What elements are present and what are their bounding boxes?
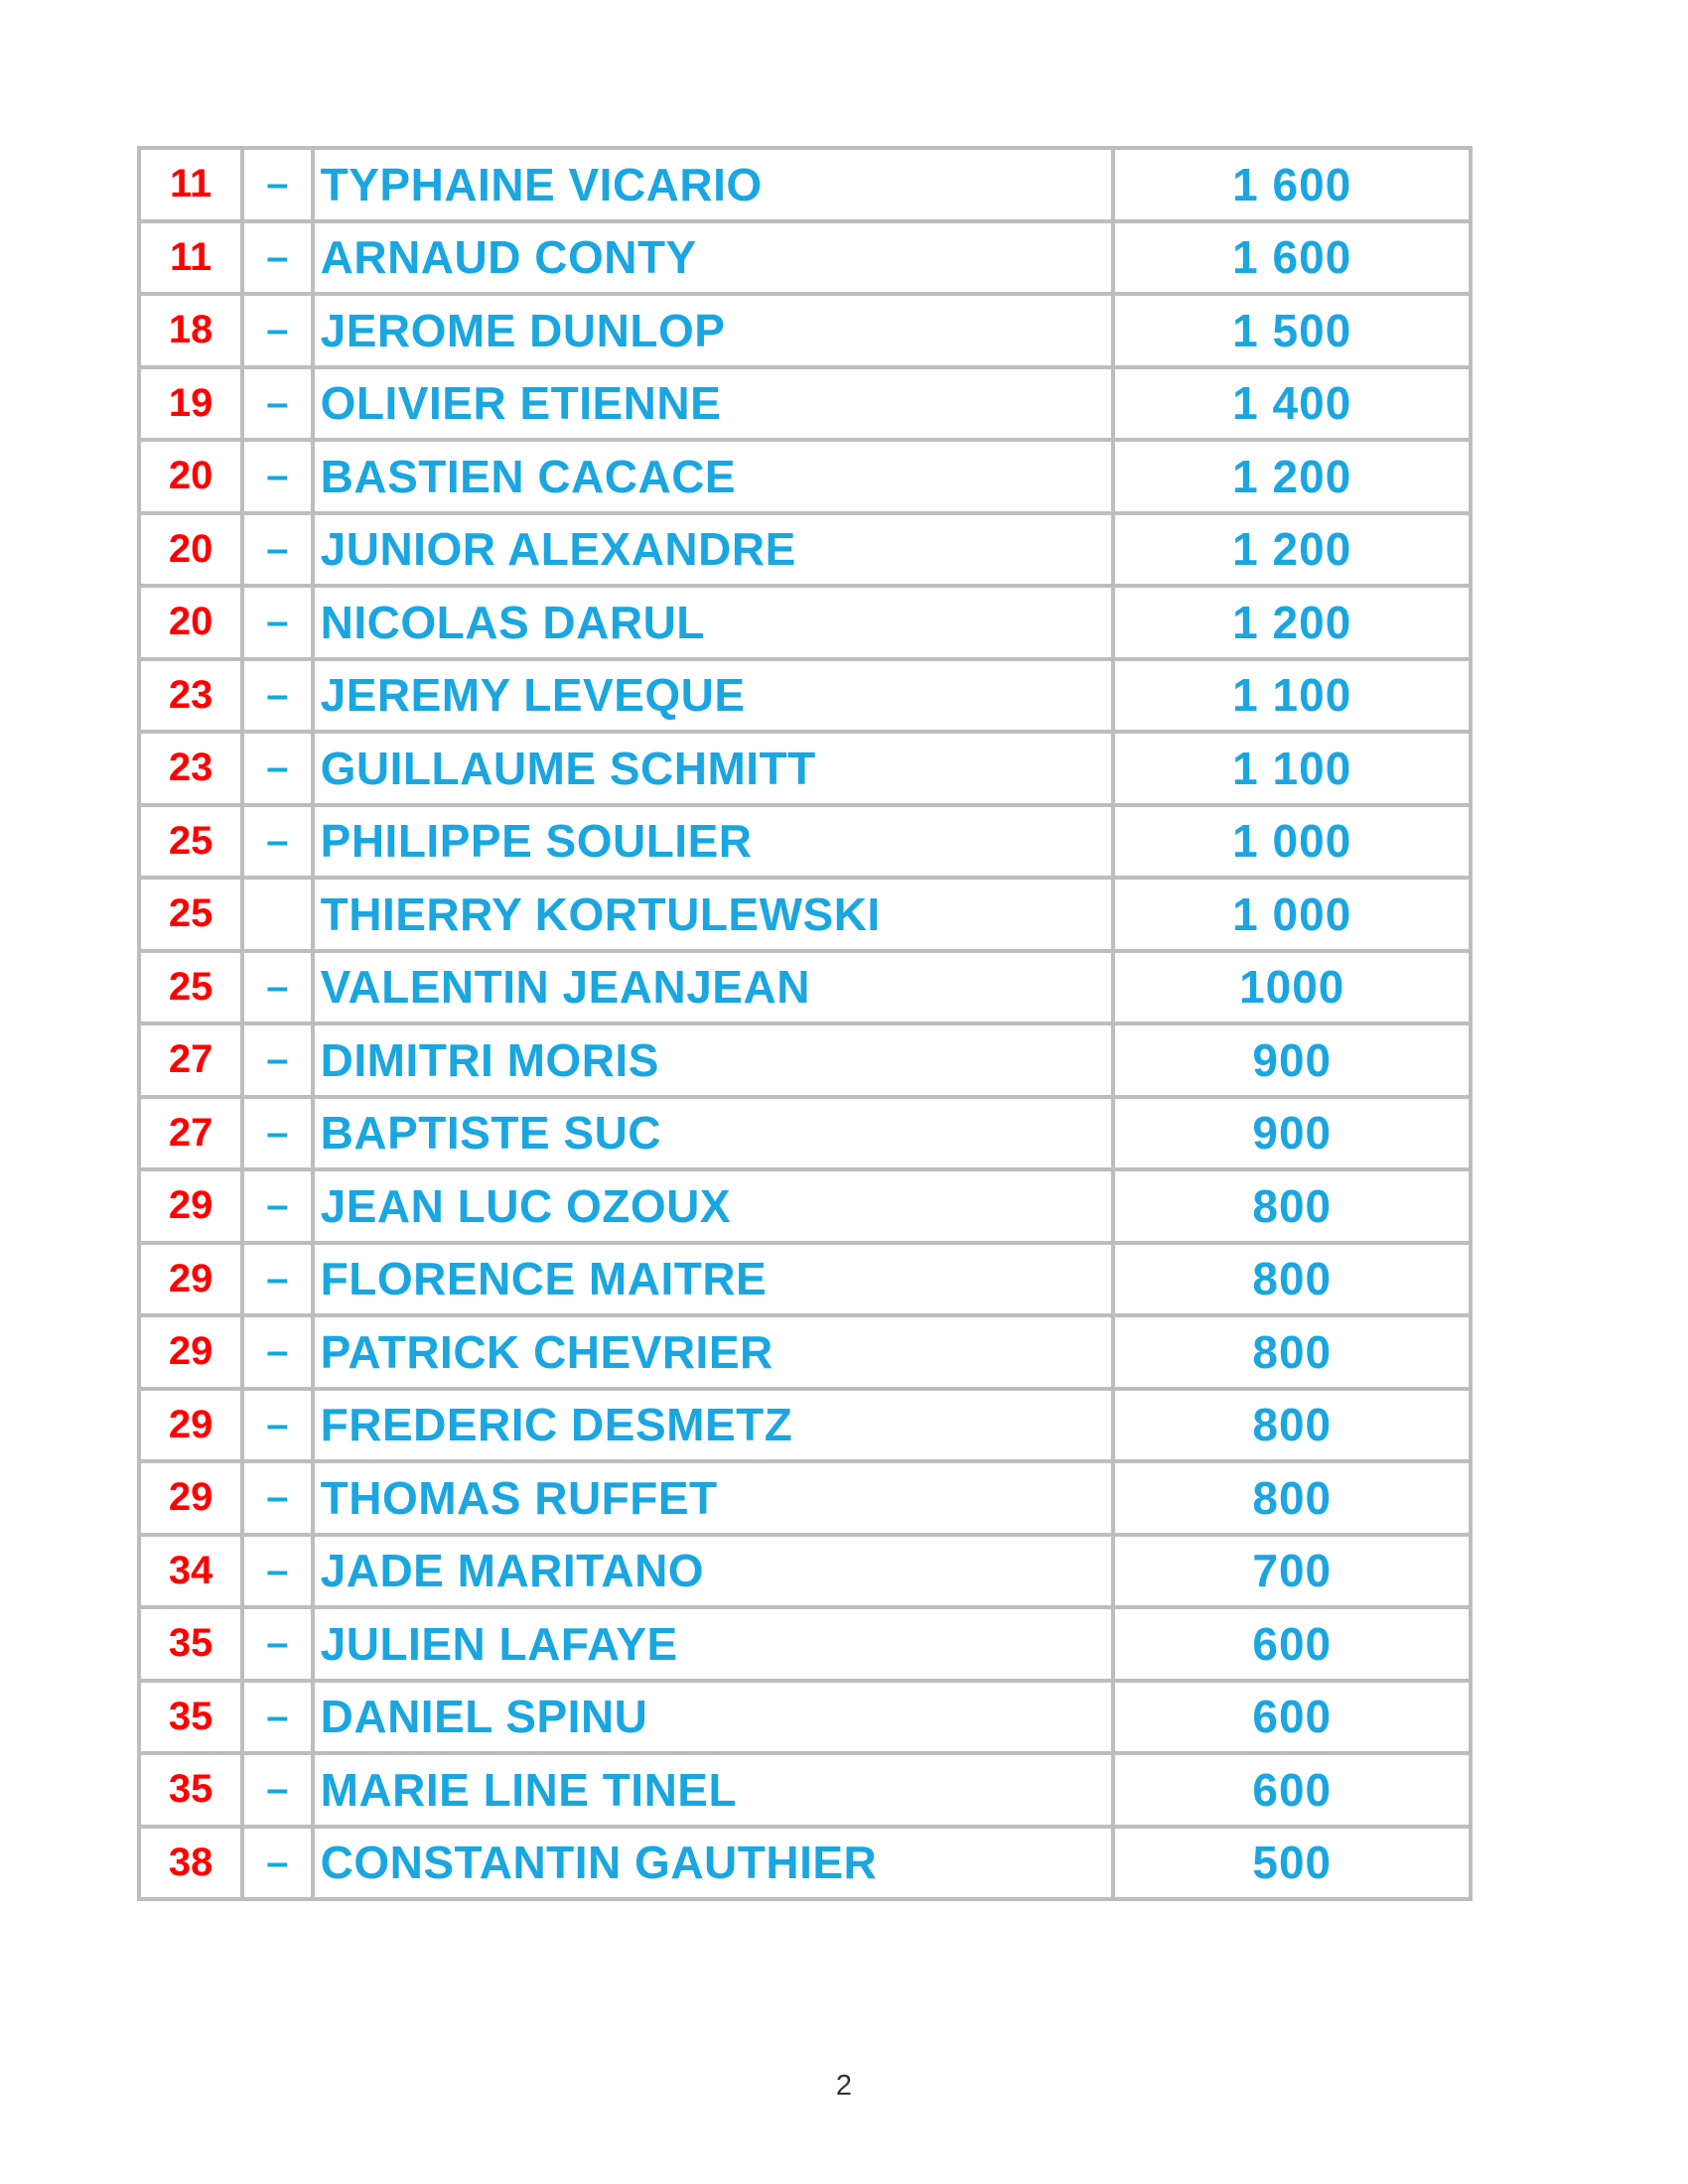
- table-row: [139, 1607, 1471, 1681]
- name-cell: JUNIOR ALEXANDRE: [313, 513, 1114, 587]
- table-row: [139, 1097, 1471, 1170]
- dash-cell: –: [242, 1169, 312, 1243]
- table-row: [139, 1389, 1471, 1462]
- name-cell: CONSTANTIN GAUTHIER: [313, 1827, 1114, 1900]
- dash-cell: –: [242, 1097, 312, 1170]
- dash-cell: –: [242, 1315, 312, 1389]
- points-cell: 1 200: [1113, 440, 1471, 513]
- table-row: [139, 1827, 1471, 1900]
- name-cell: MARIE LINE TINEL: [313, 1753, 1114, 1827]
- dash-cell: –: [242, 1827, 312, 1900]
- points-cell: 800: [1113, 1461, 1471, 1535]
- table-row: [139, 586, 1471, 659]
- dash-cell: –: [242, 659, 312, 733]
- points-cell: 800: [1113, 1389, 1471, 1462]
- rank-cell: 35: [139, 1753, 242, 1827]
- points-cell: 1 100: [1113, 659, 1471, 733]
- name-cell: BAPTISTE SUC: [313, 1097, 1114, 1170]
- table-row: [139, 878, 1471, 951]
- name-cell: JEROME DUNLOP: [313, 294, 1114, 367]
- dash-cell: –: [242, 586, 312, 659]
- dash-cell: –: [242, 1461, 312, 1535]
- rank-cell: 25: [139, 951, 242, 1024]
- points-cell: 700: [1113, 1535, 1471, 1608]
- points-cell: 1000: [1113, 951, 1471, 1024]
- table-row: [139, 513, 1471, 587]
- table-row: [139, 805, 1471, 879]
- name-cell: NICOLAS DARUL: [313, 586, 1114, 659]
- dash-cell: –: [242, 1389, 312, 1462]
- dash-cell: –: [242, 221, 312, 295]
- rank-cell: 11: [139, 148, 242, 221]
- name-cell: OLIVIER ETIENNE: [313, 367, 1114, 441]
- table-row: [139, 1461, 1471, 1535]
- dash-cell: –: [242, 1753, 312, 1827]
- points-cell: 800: [1113, 1243, 1471, 1316]
- rank-cell: 25: [139, 878, 242, 951]
- table-row: [139, 732, 1471, 805]
- dash-cell: –: [242, 1607, 312, 1681]
- dash-cell: –: [242, 367, 312, 441]
- rank-cell: 35: [139, 1607, 242, 1681]
- points-cell: 1 100: [1113, 732, 1471, 805]
- name-cell: DIMITRI MORIS: [313, 1024, 1114, 1097]
- table-row: [139, 1243, 1471, 1316]
- points-cell: 1 500: [1113, 294, 1471, 367]
- ranking-table-body: [139, 148, 1471, 1899]
- table-row: [139, 440, 1471, 513]
- name-cell: DANIEL SPINU: [313, 1681, 1114, 1754]
- rank-cell: 29: [139, 1243, 242, 1316]
- rank-cell: 38: [139, 1827, 242, 1900]
- table-row: [139, 294, 1471, 367]
- name-cell: JEREMY LEVEQUE: [313, 659, 1114, 733]
- dash-cell: –: [242, 513, 312, 587]
- name-cell: BASTIEN CACACE: [313, 440, 1114, 513]
- rank-cell: 29: [139, 1169, 242, 1243]
- name-cell: PATRICK CHEVRIER: [313, 1315, 1114, 1389]
- dash-cell: –: [242, 1243, 312, 1316]
- rank-cell: 27: [139, 1024, 242, 1097]
- points-cell: 600: [1113, 1681, 1471, 1754]
- rank-cell: 23: [139, 659, 242, 733]
- table-row: [139, 1753, 1471, 1827]
- table-row: [139, 951, 1471, 1024]
- rank-cell: 19: [139, 367, 242, 441]
- dash-cell: –: [242, 1535, 312, 1608]
- name-cell: GUILLAUME SCHMITT: [313, 732, 1114, 805]
- rank-cell: 20: [139, 586, 242, 659]
- name-cell: PHILIPPE SOULIER: [313, 805, 1114, 879]
- points-cell: 900: [1113, 1097, 1471, 1170]
- rank-cell: 23: [139, 732, 242, 805]
- points-cell: 600: [1113, 1753, 1471, 1827]
- dash-cell: –: [242, 951, 312, 1024]
- rank-cell: 20: [139, 440, 242, 513]
- rank-cell: 18: [139, 294, 242, 367]
- points-cell: 500: [1113, 1827, 1471, 1900]
- name-cell: ARNAUD CONTY: [313, 221, 1114, 295]
- name-cell: VALENTIN JEANJEAN: [313, 951, 1114, 1024]
- rank-cell: 11: [139, 221, 242, 295]
- name-cell: THOMAS RUFFET: [313, 1461, 1114, 1535]
- page-number: 2: [835, 2070, 853, 2102]
- rank-cell: 34: [139, 1535, 242, 1608]
- name-cell: THIERRY KORTULEWSKI: [313, 878, 1114, 951]
- table-row: [139, 1535, 1471, 1608]
- points-cell: 800: [1113, 1315, 1471, 1389]
- points-cell: 1 400: [1113, 367, 1471, 441]
- rank-cell: 35: [139, 1681, 242, 1754]
- table-row: [139, 1681, 1471, 1754]
- table-row: [139, 1024, 1471, 1097]
- points-cell: 900: [1113, 1024, 1471, 1097]
- rank-cell: 29: [139, 1315, 242, 1389]
- dash-cell: –: [242, 294, 312, 367]
- dash-cell: –: [242, 1681, 312, 1754]
- points-cell: 1 600: [1113, 148, 1471, 221]
- table-row: [139, 659, 1471, 733]
- name-cell: JULIEN LAFAYE: [313, 1607, 1114, 1681]
- name-cell: JEAN LUC OZOUX: [313, 1169, 1114, 1243]
- points-cell: 600: [1113, 1607, 1471, 1681]
- rank-cell: 29: [139, 1461, 242, 1535]
- name-cell: TYPHAINE VICARIO: [313, 148, 1114, 221]
- table-row: [139, 1169, 1471, 1243]
- rank-cell: 20: [139, 513, 242, 587]
- table-row: [139, 221, 1471, 295]
- points-cell: 1 000: [1113, 878, 1471, 951]
- ranking-table: [137, 146, 1473, 1901]
- name-cell: FLORENCE MAITRE: [313, 1243, 1114, 1316]
- points-cell: 1 200: [1113, 513, 1471, 587]
- table-row: [139, 1315, 1471, 1389]
- dash-cell: –: [242, 440, 312, 513]
- rank-cell: 29: [139, 1389, 242, 1462]
- points-cell: 1 000: [1113, 805, 1471, 879]
- name-cell: FREDERIC DESMETZ: [313, 1389, 1114, 1462]
- rank-cell: 25: [139, 805, 242, 879]
- dash-cell: –: [242, 732, 312, 805]
- dash-cell: –: [242, 148, 312, 221]
- points-cell: 1 200: [1113, 586, 1471, 659]
- dash-cell: [242, 878, 312, 951]
- table-row: [139, 367, 1471, 441]
- points-cell: 1 600: [1113, 221, 1471, 295]
- rank-cell: 27: [139, 1097, 242, 1170]
- name-cell: JADE MARITANO: [313, 1535, 1114, 1608]
- points-cell: 800: [1113, 1169, 1471, 1243]
- table-row: [139, 148, 1471, 221]
- dash-cell: –: [242, 805, 312, 879]
- dash-cell: –: [242, 1024, 312, 1097]
